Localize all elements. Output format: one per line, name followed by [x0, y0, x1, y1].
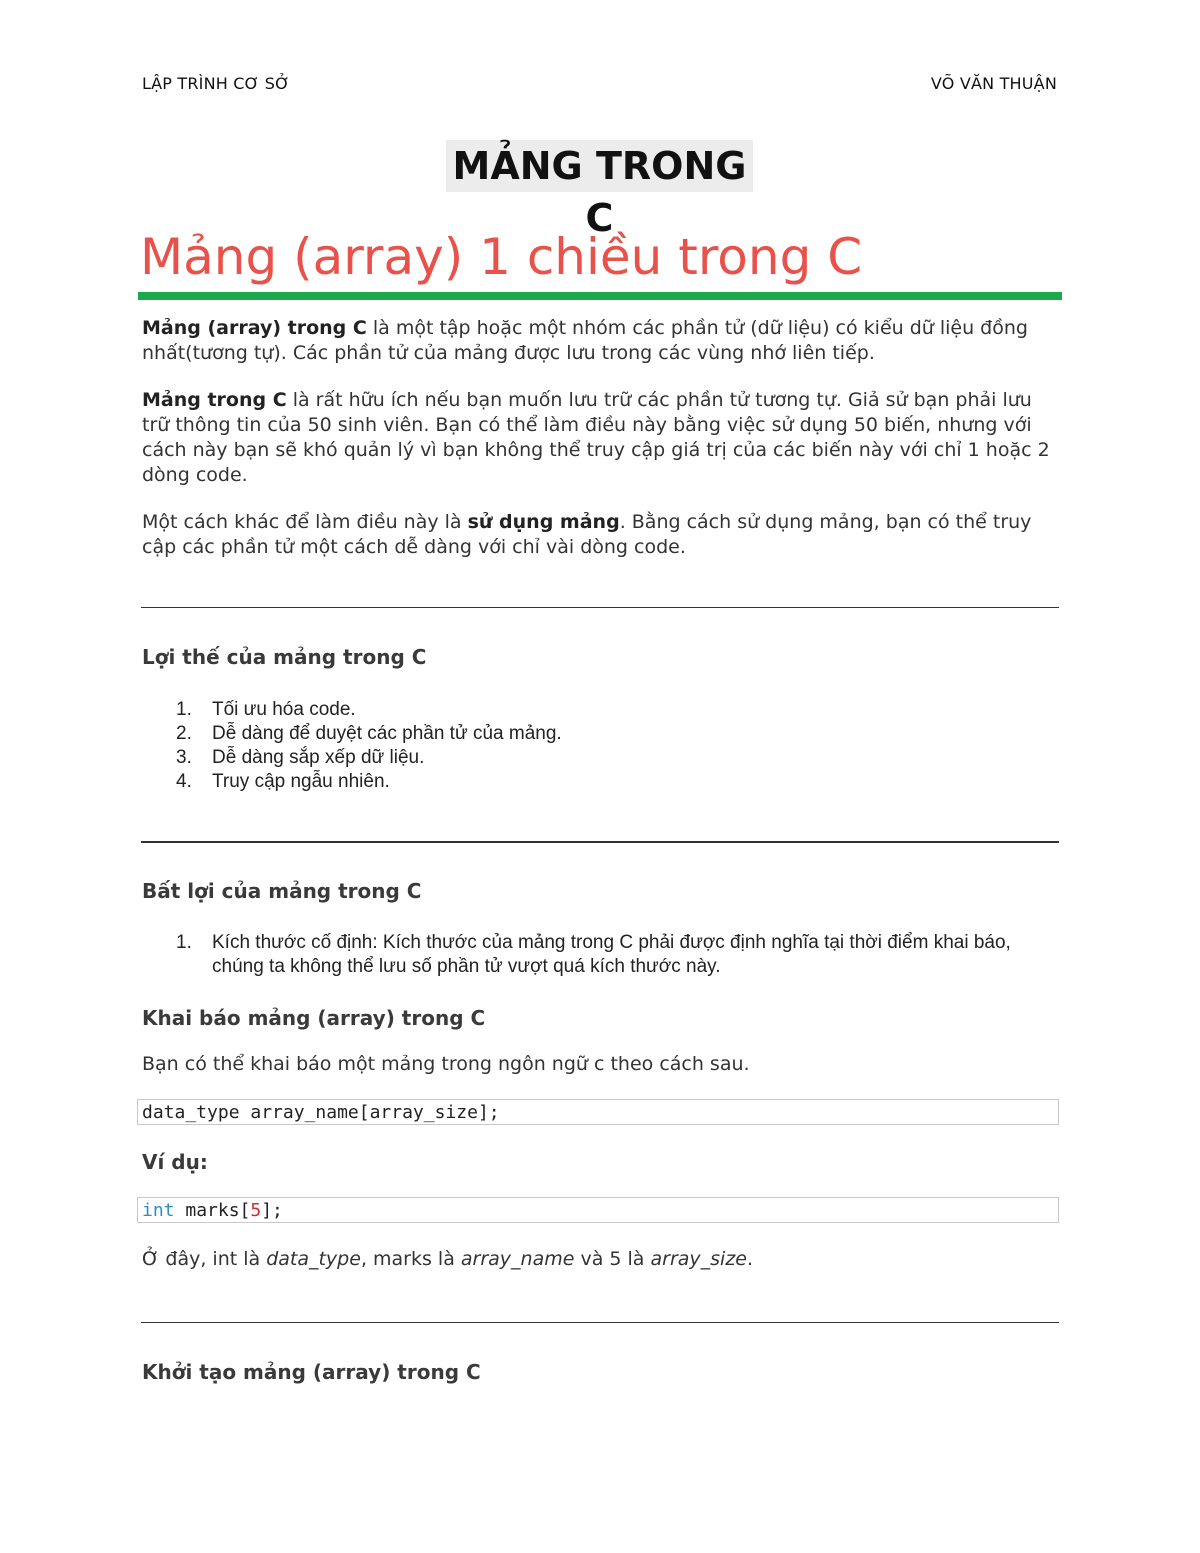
- heading-underline: [138, 292, 1062, 300]
- intro-p1-bold: Mảng (array) trong C: [142, 317, 367, 339]
- example-explanation: Ở đây, int là data_type, marks là array_name và 5 là array_size.: [142, 1248, 754, 1270]
- list-item: 3. Dễ dàng sắp xếp dữ liệu.: [176, 747, 425, 768]
- divider-3: [141, 1322, 1059, 1323]
- intro-p3-text: . Bằng cách sử dụng mảng, bạn có thể truy cập các phần tử một cách dễ dàng với chỉ vài dòng code.: [142, 511, 1032, 558]
- advantages-list: [176, 698, 1056, 794]
- declaration-heading: Khai báo mảng (array) trong C: [142, 1006, 486, 1030]
- disadvantages-list: [176, 931, 1056, 979]
- intro-p1-text: là một tập hoặc một nhóm các phần tử (dữ liệu) có kiểu dữ liệu đồng nhất(tương tự). Các phần tử của mảng được lưu trong các vùng nhớ liên tiếp.: [142, 317, 1028, 364]
- disadvantages-heading: Bất lợi của mảng trong C: [142, 879, 422, 903]
- declaration-text: Bạn có thể khai báo một mảng trong ngôn ngữ c theo cách sau.: [142, 1053, 750, 1075]
- list-item: 2. Dễ dàng để duyệt các phần tử của mảng.: [176, 723, 562, 744]
- divider-2: [141, 841, 1059, 843]
- initialization-heading: Khởi tạo mảng (array) trong C: [142, 1360, 481, 1384]
- intro-paragraph-2: [142, 388, 1062, 488]
- intro-p2-bold: Mảng trong C: [142, 389, 287, 411]
- divider-1: [141, 607, 1059, 608]
- header-right: VÕ VĂN THUẬN: [930, 74, 1057, 93]
- intro-p2-text: là rất hữu ích nếu bạn muốn lưu trữ các phần tử tương tự. Giả sử bạn phải lưu trữ thông tin của 50 sinh viên. Bạn có thể làm điều này bằng việc sử dụng 50 biến, nhưng với cách này bạn sẽ khó quản lý vì bạn không thể truy cập giá trị của các biến này với chỉ 1 hoặc 2 dòng code.: [142, 389, 1050, 486]
- list-item: 4. Truy cập ngẫu nhiên.: [176, 771, 390, 792]
- document-title: MẢNG TRONG C: [446, 140, 753, 192]
- declaration-code-block: data_type array_name[array_size];: [137, 1099, 1059, 1125]
- code-keyword: int: [142, 1200, 175, 1221]
- header-left: LẬP TRÌNH CƠ SỞ: [142, 74, 290, 93]
- main-heading: Mảng (array) 1 chiều trong C: [140, 228, 863, 286]
- intro-p3-bold: sử dụng mảng: [467, 511, 620, 533]
- example-label: Ví dụ:: [142, 1150, 208, 1174]
- intro-paragraph-3: [142, 510, 1062, 560]
- advantages-heading: Lợi thế của mảng trong C: [142, 645, 427, 669]
- example-code-block: int marks[5];: [137, 1197, 1059, 1223]
- code-number: 5: [250, 1200, 262, 1221]
- list-item: 1. Kích thước cố định: Kích thước của mảng trong C phải được định nghĩa tại thời điểm khai báo, chúng ta không thể lưu số phần tử vượt quá kích thước này.: [176, 932, 1011, 977]
- intro-p3-pre: Một cách khác để làm điều này là: [142, 511, 468, 533]
- list-item: 1. Tối ưu hóa code.: [176, 699, 356, 720]
- intro-paragraph-1: [142, 316, 1062, 366]
